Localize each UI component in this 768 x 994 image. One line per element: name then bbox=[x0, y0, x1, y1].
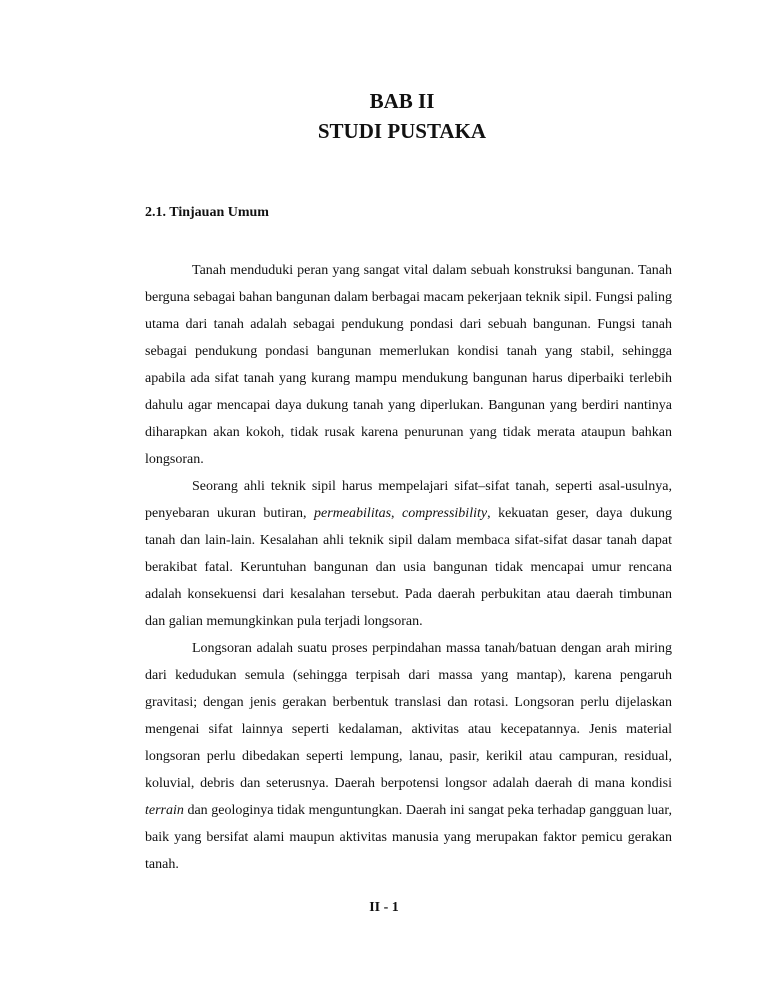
chapter-name: STUDI PUSTAKA bbox=[317, 119, 487, 143]
paragraph-2-italic-compressibility: compressibility bbox=[402, 506, 488, 521]
page-number-label: II - 1 bbox=[369, 900, 399, 915]
paragraph-2 bbox=[145, 473, 672, 635]
section-heading: 2.1. Tinjauan Umum bbox=[145, 205, 269, 220]
body-text bbox=[145, 257, 672, 878]
paragraph-2-text-c: , kekuatan geser, daya dukung tanah dan lain-lain. Kesalahan ahli teknik sipil dalam membaca sifat-sifat dasar tanah dapat berakibat fatal. Keruntuhan bangunan dan usia bangunan tidak mencapai umur rencana adalah konsekuensi dari kesalahan tersebut. Pada daerah perbukitan atau daerah timbunan dan galian memungkinkan pula terjadi longsoran. bbox=[145, 506, 672, 629]
paragraph-3-text-a: Longsoran adalah suatu proses perpindahan massa tanah/batuan dengan arah miring dari kedudukan semula (sehingga terpisah dari massa yang mantap), karena pengaruh gravitasi; dengan jenis gerakan berbentuk translasi dan rotasi. Longsoran perlu dijelaskan mengenai sifat lainnya seperti kedalaman, aktivitas atau kecepatannya. Jenis material longsoran perlu dibedakan seperti lempung, lanau, pasir, kerikil atau campuran, residual, koluvial, debris dan seterusnya. Daerah berpotensi longsor adalah daerah di mana kondisi bbox=[145, 641, 672, 791]
paragraph-1: Tanah menduduki peran yang sangat vital dalam sebuah konstruksi bangunan. Tanah berguna sebagai bahan bangunan dalam berbagai macam pekerjaan teknik sipil. Fungsi paling utama dari tanah adalah sebagai pendukung pondasi dari sebuah bangunan. Fungsi tanah sebagai pendukung pondasi bangunan memerlukan kondisi tanah yang stabil, sehingga apabila ada sifat tanah yang kurang mampu mendukung bangunan harus diperbaiki terlebih dahulu agar mencapai daya dukung tanah yang diperlukan. Bangunan yang berdiri nantinya diharapkan akan kokoh, tidak rusak karena penurunan yang tidak merata ataupun bahkan longsoran. bbox=[145, 263, 672, 467]
chapter-title bbox=[0, 86, 768, 146]
chapter-number: BAB II bbox=[369, 89, 435, 113]
paragraph-2-text-a: Seorang ahli teknik sipil harus mempelajari sifat–sifat tanah, seperti asal-usulnya, penyebaran ukuran butiran, bbox=[145, 479, 672, 521]
paragraph-3-text-b: dan geologinya tidak menguntungkan. Daerah ini sangat peka terhadap gangguan luar, baik yang bersifat alami maupun aktivitas manusia yang merupakan faktor pemicu gerakan tanah. bbox=[145, 803, 672, 872]
paragraph-3-italic-terrain: terrain bbox=[145, 803, 184, 818]
page-number bbox=[0, 900, 768, 916]
paragraph-2-italic-permeabilitas: permeabilitas bbox=[314, 506, 392, 521]
paragraph-2-text-b: , bbox=[391, 506, 403, 521]
paragraph-3 bbox=[145, 635, 672, 878]
